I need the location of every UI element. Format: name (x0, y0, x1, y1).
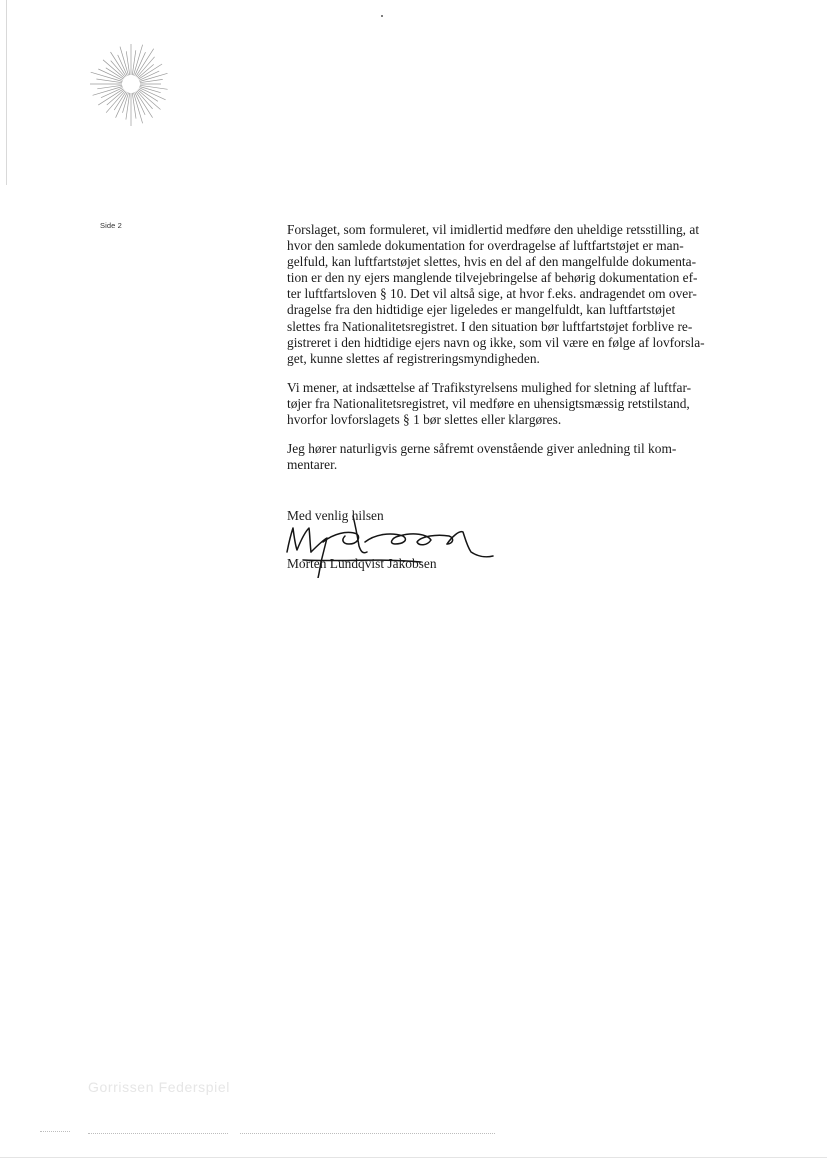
logo-ray (132, 50, 136, 75)
logo-ray (140, 85, 168, 89)
logo-ray (134, 93, 143, 124)
footer-dotted-line (240, 1133, 495, 1134)
logo-ray (126, 51, 129, 75)
scan-speck (381, 15, 383, 17)
body-paragraph: Jeg hører naturligvis gerne såfremt ovenstående giver anledning til kom- mentarer. (287, 441, 677, 473)
footer-dotted-line (88, 1133, 228, 1134)
logo-ray (126, 93, 130, 120)
logo-ray (140, 73, 168, 81)
logo-ray (140, 79, 163, 82)
handwritten-signature (281, 512, 496, 578)
logo-ray (107, 90, 124, 105)
logo-ray (91, 72, 123, 81)
sunburst-logo-icon (84, 40, 178, 130)
logo-ray (120, 47, 129, 76)
logo-ray (97, 85, 122, 89)
page-number: Side 2 (100, 221, 122, 230)
closing-salutation: Med venlig hilsen (287, 508, 384, 523)
logo-ray (93, 87, 123, 96)
letter-body (287, 222, 752, 473)
body-paragraph: Forslaget, som formuleret, vil imidlertid medføre den uheldige retsstilling, at hvor den samlede dokumentation for overdragelse af luftfartstøjet er man- gelfuld, kan luftfartstøjet slettes, hvis en del af den mangelfulde dokumenta- tion er den ny ejers manglende tilvejebringelse af behørig dokumentation ef- ter luftfartsloven § 10. Det vil altså sige, at hvor f.eks. andragendet om over- dragelse fra den hidtidige ejer ligeledes er mangelfuldt, kan luftfartstøjet slettes fra Nationalitetsregistret. I den situation bør luftfartstøjet forblive re- gistreret i den hidtidige ejers navn og ikke, som vil være en følge af lovforsla- get, kunne slettes af registreringsmyndigheden. (287, 222, 705, 366)
logo-ray (96, 79, 122, 83)
body-paragraph: Vi mener, at indsættelse af Trafikstyrelsens mulighed for sletning af luftfar- tøjer fra Nationalitetsregistret, vil medføre en uhensigtsmæssig retstilstand, hvorfor lovforslagets § 1 bør slettes eller klargøres. (287, 379, 692, 428)
bottom-rule (0, 1157, 827, 1158)
watermark-footer: Gorrissen Federspiel (88, 1079, 230, 1095)
scan-edge-line (6, 0, 7, 185)
logo-ray (132, 93, 136, 119)
footer-dotted-line (40, 1131, 70, 1132)
signer-name: Morten Lundqvist Jakobsen (287, 556, 437, 571)
logo-ray (137, 91, 153, 109)
logo-ray (134, 45, 143, 76)
